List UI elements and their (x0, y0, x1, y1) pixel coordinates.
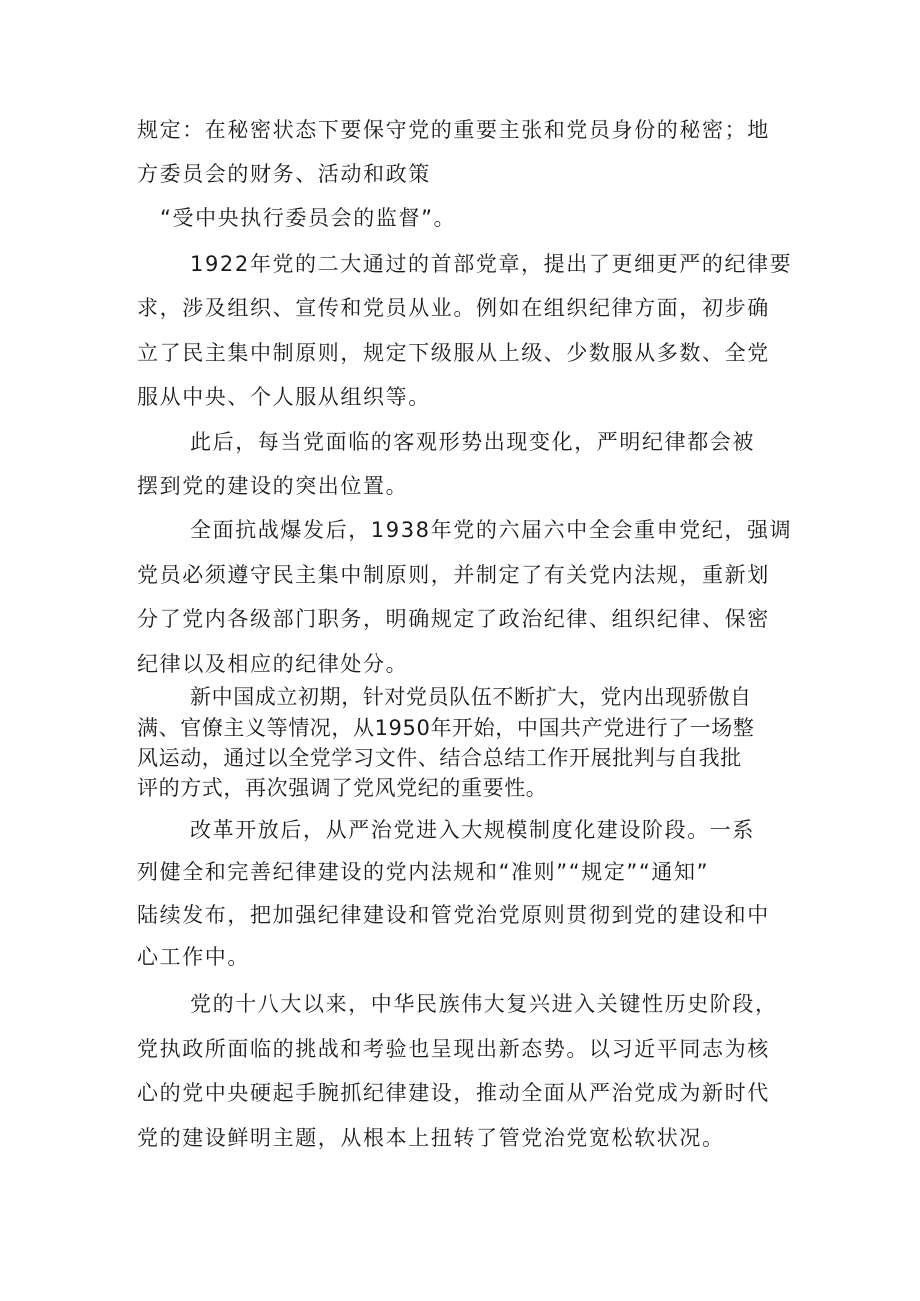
paragraph-4-line-2: 党员必须遵守民主集中制原则，并制定了有关党内法规，重新划 (137, 563, 770, 587)
paragraph-1-line-1: 规定：在秘密状态下要保守党的重要主张和党员身份的秘密；地 (137, 118, 770, 142)
paragraph-5-line-3: 风运动，通过以全党学习文件、结合总结工作开展批判与自我批 (137, 746, 742, 770)
paragraph-2-line-2: 求，涉及组织、宣传和党员从业。例如在组织纪律方面，初步确 (137, 296, 770, 320)
paragraph-6-line-1: 改革开放后，从严治党进入大规模制度化建设阶段。一系 (190, 818, 755, 842)
paragraph-2-line-4: 服从中央、个人服从组织等。 (137, 385, 431, 409)
paragraph-7-line-1: 党的十八大以来，中华民族伟大复兴进入关键性历史阶段， (190, 992, 778, 1016)
paragraph-7-line-4: 党的建设鲜明主题，从根本上扭转了管党治党宽松软状况。 (137, 1126, 725, 1150)
paragraph-3-line-2: 摆到党的建设的突出位置。 (137, 474, 409, 498)
paragraph-5-line-4: 评的方式，再次强调了党风党纪的重要性。 (137, 776, 548, 800)
paragraph-5-line-1: 新中国成立初期，针对党员队伍不断扩大，党内出现骄傲自 (190, 685, 752, 709)
paragraph-4-line-4: 纪律以及相应的纪律处分。 (137, 652, 409, 676)
paragraph-3-line-1: 此后，每当党面临的客观形势出现变化，严明纪律都会被 (190, 430, 755, 454)
paragraph-4-line-1: 全面抗战爆发后，1938年党的六届六中全会重申党纪，强调 (190, 518, 793, 542)
paragraph-1-line-2: 方委员会的财务、活动和政策 (137, 162, 431, 186)
paragraph-7-line-3: 心的党中央硬起手腕抓纪律建设，推动全面从严治党成为新时代 (137, 1081, 770, 1105)
paragraph-2-line-3: 立了民主集中制原则，规定下级服从上级、少数服从多数、全党 (137, 341, 770, 365)
paragraph-5-line-2: 满、官僚主义等情况，从1950年开始，中国共产党进行了一场整 (137, 716, 755, 740)
paragraph-4-line-3: 分了党内各级部门职务，明确规定了政治纪律、组织纪律、保密 (137, 607, 770, 631)
paragraph-6-line-3: 陆续发布，把加强纪律建设和管党治党原则贯彻到党的建设和中 (137, 903, 770, 927)
paragraph-6-line-2: 列健全和完善纪律建设的党内法规和“准则”“规定”“通知” (137, 860, 710, 884)
paragraph-1-line-3: “受中央执行委员会的监督”。 (160, 206, 457, 230)
paragraph-6-line-4: 心工作中。 (137, 945, 250, 969)
paragraph-7-line-2: 党执政所面临的挑战和考验也呈现出新态势。以习近平同志为核 (137, 1037, 770, 1061)
paragraph-2-line-1: 1922年党的二大通过的首部党章，提出了更细更严的纪律要 (190, 252, 793, 276)
